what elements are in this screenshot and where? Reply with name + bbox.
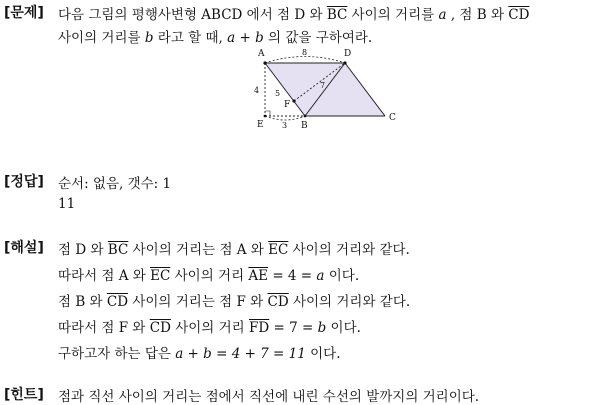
variable-a: a — [438, 7, 447, 23]
equation: = 7 = — [273, 320, 314, 336]
label-d: D — [344, 49, 352, 59]
point-f — [292, 99, 295, 102]
problem-text: 의 값을 구하여라. — [268, 30, 373, 46]
problem-line-2 — [58, 26, 372, 46]
length-4: 4 — [254, 86, 260, 95]
solution-text: 사이의 거리 — [174, 268, 245, 284]
variable-b: b — [144, 30, 154, 46]
point-a — [263, 61, 266, 64]
answer-meta: 순서: 없음, 갯수: 1 — [58, 176, 172, 192]
point-e — [264, 115, 267, 118]
solution-text: 이다. — [330, 320, 361, 336]
segment-fd: $\overline{FD}$ — [249, 320, 270, 336]
solution-text: 따라서 점 F 와 — [58, 320, 146, 336]
label-f: F — [284, 100, 291, 110]
segment-cd: $\overline{CD}$ — [508, 7, 530, 23]
arc-eb — [265, 116, 305, 120]
solution-tag: [해설] — [4, 240, 44, 256]
solution-text: 사이의 거리와 같다. — [292, 294, 411, 310]
problem-text: 라고 할 때, — [157, 30, 223, 46]
answer-tag: [정답] — [4, 174, 44, 190]
parallelogram-figure — [250, 46, 410, 132]
problem-line-1 — [58, 3, 529, 23]
length-3: 3 — [282, 121, 288, 130]
expression-a-plus-b: a + b — [227, 30, 264, 46]
solution-line-3 — [58, 290, 410, 310]
variable-a: a — [316, 268, 325, 284]
segment-cd: $\overline{CD}$ — [106, 294, 129, 310]
solution-line-5 — [58, 342, 341, 362]
label-b: B — [301, 121, 308, 131]
solution-text: 이다. — [328, 268, 360, 284]
solution-line-1 — [58, 238, 410, 258]
solution-text: 사이의 거리와 같다. — [292, 242, 410, 258]
equation: = 4 = — [272, 268, 313, 284]
solution-text: 사이의 거리는 점 A 와 — [132, 242, 264, 258]
segment-bc: $\overline{BC}$ — [107, 242, 129, 258]
label-e: E — [257, 120, 264, 130]
segment-ec: $\overline{EC}$ — [150, 268, 171, 284]
solution-line-4 — [58, 316, 361, 336]
problem-text: 사이의 거리를 — [351, 7, 435, 23]
problem-tag: [문제] — [4, 5, 44, 21]
segment-ec: $\overline{EC}$ — [268, 242, 289, 258]
final-expression: a + b = 4 + 7 = 11 — [175, 346, 306, 362]
solution-text: 이다. — [310, 346, 341, 362]
solution-text: 구하고자 하는 답은 — [58, 346, 171, 362]
solution-text: 따라서 점 A 와 — [58, 268, 146, 284]
problem-text: 사이의 거리를 — [58, 30, 141, 46]
solution-text: 점 B 와 — [58, 294, 103, 310]
solution-text: 사이의 거리는 점 F 와 — [132, 294, 264, 310]
segment-cd: $\overline{CD}$ — [267, 294, 289, 310]
label-a: A — [258, 49, 265, 59]
segment-cd: $\overline{CD}$ — [149, 320, 171, 336]
hint-text: 점과 직선 사이의 거리는 점에서 직선에 내린 수선의 발까지의 거리이다. — [58, 389, 480, 405]
hint-tag: [힌트] — [4, 387, 44, 403]
point-b — [304, 115, 307, 118]
solution-text: 점 D 와 — [58, 242, 104, 258]
problem-text: , 점 B 와 — [450, 7, 504, 23]
point-d — [343, 61, 346, 64]
segment-bc: $\overline{BC}$ — [326, 7, 348, 23]
solution-text: 사이의 거리 — [175, 320, 245, 336]
solution-line-2 — [58, 264, 359, 284]
segment-ae: $\overline{AE}$ — [248, 268, 269, 284]
problem-text: 다음 그림의 평행사변형 ABCD 에서 점 D 와 — [58, 7, 323, 23]
variable-b: b — [317, 320, 327, 336]
length-5: 5 — [275, 89, 281, 98]
label-c: C — [389, 113, 396, 123]
answer-value: 11 — [58, 196, 76, 212]
length-7: 7 — [320, 81, 326, 90]
length-8: 8 — [302, 48, 308, 57]
arc-ad — [265, 57, 345, 64]
